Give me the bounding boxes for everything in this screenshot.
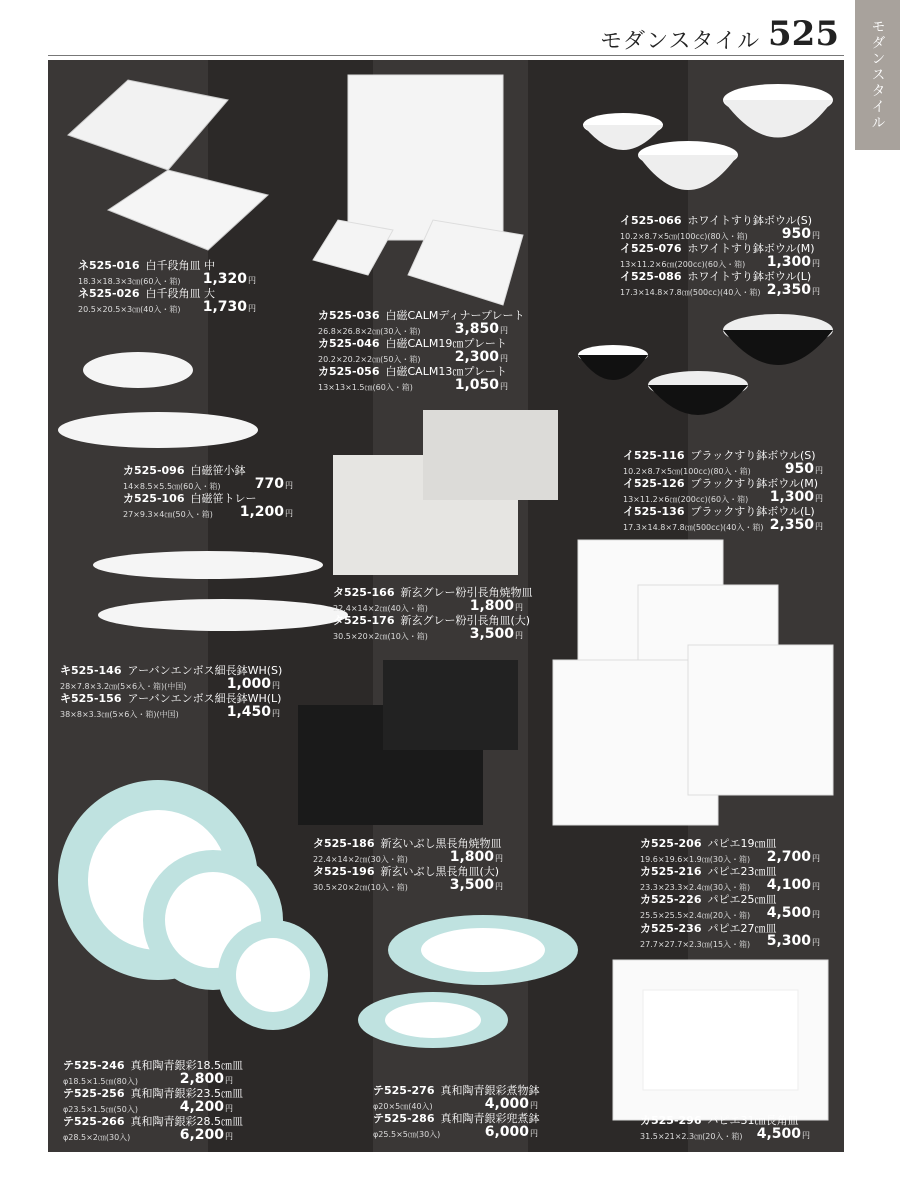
product-item [63,1087,243,1115]
product-name: 白磁CALM13㎝プレート [385,365,507,379]
header-rule [48,55,844,56]
product-item [318,338,508,364]
product-spec-row [63,1128,233,1143]
product-item [318,309,525,337]
product-code: タ525-196 [313,865,375,879]
product-price: 4,500 円 [757,1127,810,1142]
product-title-row [123,465,293,477]
product-group [123,465,293,521]
product-price: 950 円 [782,227,820,242]
product-item [623,450,823,476]
product-spec: 17.3×14.8×7.8㎝(500cc)(40入・箱) [620,288,761,298]
product-code: カ525-056 [318,365,380,379]
product-price: 2,350 円 [767,283,820,298]
product-spec-row [640,850,820,865]
product-price: 4,000 円 [485,1097,538,1112]
product-name: ブラックすり鉢ボウル(M) [690,477,819,491]
product-spec-row [623,462,823,477]
product-title-row [620,215,820,227]
product-code: イ525-136 [623,505,685,519]
product-price: 4,500 円 [767,906,820,921]
product-spec: 27×9.3×4㎝(50入・箱) [123,510,213,520]
product-item [318,366,508,392]
product-name: 白千段角皿 大 [145,287,215,301]
product-item [623,478,823,504]
product-price: 3,500 円 [470,627,523,642]
product-title-row [60,664,283,677]
black-slab-image [298,660,518,825]
product-spec: 20.5×20.5×3㎝(40入・箱) [78,305,181,315]
product-code: テ525-266 [63,1115,125,1129]
product-code: カ525-106 [123,492,185,506]
product-name: 新玄いぶし黒長角皿(大) [380,865,500,879]
product-name: 白千段角皿 中 [145,259,215,272]
product-code: タ525-166 [333,586,395,599]
product-name: 真和陶青銀彩18.5㎝皿 [130,1059,243,1072]
product-group [63,1059,243,1145]
product-name: パピエ31㎝長角皿 [707,1114,799,1127]
product-code: タ525-186 [313,837,375,850]
product-spec: 14×8.5×5.5㎝(60入・箱) [123,481,221,491]
product-name: 真和陶青銀彩23.5㎝皿 [130,1087,243,1101]
product-spec-row [640,906,820,921]
product-name: 真和陶青銀彩兜煮鉢 [440,1112,540,1126]
product-spec-row [620,255,820,270]
product-code: イ525-066 [620,214,682,227]
product-price: 3,850 円 [455,322,508,337]
product-spec-row [318,350,508,365]
product-price: 770 円 [255,477,293,492]
product-spec: 26.8×26.8×2㎝(30入・箱) [318,326,421,336]
product-price: 1,800 円 [470,599,523,614]
product-name: 白磁CALM19㎝プレート [385,337,507,351]
product-spec-row [620,283,820,298]
product-group [60,664,283,721]
product-spec-row [333,627,523,642]
product-price: 950 円 [785,462,823,477]
product-code: テ525-286 [373,1112,435,1126]
product-spec-row [620,227,820,242]
product-item [78,288,256,314]
product-code: テ525-246 [63,1059,125,1072]
product-spec: 13×11.2×6㎝(200cc)(60入・箱) [623,495,749,505]
product-price: 2,350 円 [770,518,823,533]
product-spec: 23.3×23.3×2.4㎝(30入・箱) [640,883,751,893]
product-price: 1,450 円 [227,705,280,720]
product-item [313,838,503,864]
product-price: 2,800 円 [180,1072,233,1087]
product-spec-row [373,1125,538,1140]
product-spec-row [78,272,256,287]
product-spec: 28×7.8×3.2㎝(5×6入・箱)(中国) [60,681,187,691]
product-spec-row [640,934,820,949]
product-spec: 13×11.2×6㎝(200cc)(60入・箱) [620,260,746,270]
product-spec: 17.3×14.8×7.8㎝(500cc)(40入・箱) [623,523,764,533]
product-name: 真和陶青銀彩28.5㎝皿 [130,1115,243,1129]
product-spec-row [63,1100,233,1115]
product-name: パピエ27㎝皿 [707,921,777,935]
product-code: イ525-126 [623,477,685,491]
white-bowl-image [583,84,833,190]
product-item [623,506,823,532]
blue-rim-bowl-image [358,915,578,1048]
product-price: 5,300 円 [767,934,820,949]
product-code: カ525-296 [640,1114,702,1127]
product-code: カ525-236 [640,921,702,935]
product-panel [48,60,844,1152]
product-price: 6,000 円 [485,1125,538,1140]
product-name: 新玄グレー粉引長角皿(大) [400,614,531,628]
product-spec: 18.3×18.3×3㎝(60入・箱) [78,276,181,286]
product-spec-row [623,518,823,533]
product-spec: 30.5×20×2㎝(10入・箱) [333,632,428,642]
product-name: ホワイトすり鉢ボウル(M) [687,242,815,256]
product-code: カ525-046 [318,337,380,351]
product-name: 真和陶青銀彩煮物鉢 [440,1084,540,1097]
product-code: テ525-276 [373,1084,435,1097]
product-group [640,1115,810,1143]
product-item [620,215,820,241]
product-price: 1,800 円 [450,850,503,865]
product-spec: 30.5×20×2㎝(10入・箱) [313,883,408,893]
product-spec: 27.7×27.7×2.3㎝(15入・箱) [640,939,751,949]
product-spec: φ28.5×2㎝(30入) [63,1133,131,1143]
page-title: モダンスタイル [600,29,761,54]
product-spec: 22.4×14×2㎝(30入・箱) [313,854,408,864]
product-item [620,271,820,297]
product-price: 1,320 円 [203,272,256,287]
product-price: 2,700 円 [767,850,820,865]
product-spec-row [640,878,820,893]
product-spec: 13×13×1.5㎝(60入・箱) [318,383,413,393]
product-price: 3,500 円 [450,878,503,893]
product-title-row [640,838,820,850]
product-item [333,586,533,614]
product-code: イ525-076 [620,242,682,256]
product-spec: φ18.5×1.5㎝(80入) [63,1076,138,1086]
product-group [620,215,820,300]
product-code: カ525-206 [640,837,702,850]
product-spec-row [640,1127,810,1142]
product-group [373,1085,538,1141]
product-name: ホワイトすり鉢ボウル(S) [687,214,813,227]
product-spec: φ23.5×1.5㎝(50入) [63,1105,138,1115]
product-spec-row [313,850,503,865]
product-item [373,1085,538,1111]
product-spec-row [63,1072,233,1087]
product-code: イ525-116 [623,449,685,462]
product-item [640,1115,810,1141]
page-number: 525 [768,14,839,54]
product-item [333,614,531,642]
product-spec-row [123,477,293,492]
product-item [640,894,820,920]
product-spec: 22.4×14×2㎝(40入・箱) [333,603,428,613]
blue-rim-plate-image [58,780,328,1030]
product-spec: φ25.5×5㎝(30入) [373,1130,441,1140]
product-name: 白磁笹小鉢 [190,464,246,477]
product-spec-row [373,1097,538,1112]
product-code: ネ525-016 [78,259,140,272]
product-item [640,866,820,892]
long-papier-plate-image [613,960,828,1120]
product-spec-row [123,505,293,520]
product-name: パピエ25㎝皿 [707,893,777,907]
product-item [640,923,820,949]
product-code: カ525-216 [640,865,702,879]
product-name: ホワイトすり鉢ボウル(L) [687,270,812,284]
product-group [623,450,823,535]
product-code: キ525-146 [60,664,122,677]
product-spec-row [60,677,280,692]
product-title-row [640,1115,810,1127]
product-group [78,260,256,316]
product-spec-row [60,705,280,720]
product-item [123,465,293,491]
product-spec: 38×8×3.3㎝(5×6入・箱)(中国) [60,710,179,720]
product-name: 白磁笹トレー [190,492,257,506]
product-code: キ525-156 [60,692,122,706]
product-price: 4,100 円 [767,878,820,893]
product-title-row [623,450,823,462]
product-price: 1,200 円 [240,505,293,520]
product-item [60,664,283,692]
product-title-row [78,260,256,272]
grey-slab-image [333,410,558,575]
product-price: 1,730 円 [203,300,256,315]
product-name: 新玄いぶし黒長角焼物皿 [380,837,502,850]
product-spec-row [318,322,508,337]
calm-plate-image [313,75,523,305]
product-name: アーバンエンボス細長鉢WH(L) [127,692,282,706]
product-item [60,693,280,719]
product-item [63,1059,243,1087]
product-item [313,866,503,892]
product-spec: 19.6×19.6×1.9㎝(30入・箱) [640,854,751,864]
product-group [318,309,525,395]
product-group [640,838,820,951]
product-spec: 31.5×21×2.3㎝(20入・箱) [640,1131,743,1141]
product-price: 1,050 円 [455,378,508,393]
product-item [78,260,256,286]
product-title-row [313,838,503,850]
product-name: パピエ23㎝皿 [707,865,777,879]
product-item [620,243,820,269]
product-name: アーバンエンボス細長鉢WH(S) [127,664,283,677]
product-code: ネ525-026 [78,287,140,301]
product-spec: 20.2×20.2×2㎝(50入・箱) [318,355,421,365]
product-title-row [318,309,525,322]
product-spec: 10.2×8.7×5㎝(100cc)(80入・箱) [623,466,751,476]
black-bowl-image [578,314,833,415]
square-plate-image [68,80,268,250]
product-price: 2,300 円 [455,350,508,365]
product-spec: 25.5×25.5×2.4㎝(20入・箱) [640,911,751,921]
product-price: 1,000 円 [227,677,280,692]
product-code: カ525-096 [123,464,185,477]
product-code: イ525-086 [620,270,682,284]
product-name: ブラックすり鉢ボウル(S) [690,449,816,462]
product-name: 白磁CALMディナープレート [385,309,525,322]
product-code: カ525-036 [318,309,380,322]
product-title-row [63,1059,243,1072]
product-code: カ525-226 [640,893,702,907]
product-code: テ525-256 [63,1087,125,1101]
product-group [313,838,503,894]
product-spec-row [333,599,523,614]
long-bowl-image [93,551,348,631]
product-name: ブラックすり鉢ボウル(L) [690,505,815,519]
leaf-dish-image [58,352,258,448]
section-side-tab: モダンスタイル [855,0,900,150]
product-spec-row [313,878,503,893]
product-group [333,586,533,643]
product-item [63,1115,243,1144]
product-price: 4,200 円 [180,1100,233,1115]
product-price: 6,200 円 [180,1128,233,1143]
product-spec-row [78,300,256,315]
product-spec-row [318,378,508,393]
product-spec-row [623,490,823,505]
product-title-row [373,1085,538,1097]
product-spec: φ20×5㎝(40入) [373,1101,433,1111]
product-item [373,1113,538,1139]
product-price: 1,300 円 [770,490,823,505]
product-item [123,493,293,519]
product-code: タ525-176 [333,614,395,628]
product-price: 1,300 円 [767,255,820,270]
product-spec: 10.2×8.7×5㎝(100cc)(80入・箱) [620,231,748,241]
papier-plate-image [553,540,833,825]
product-item [640,838,820,864]
product-title-row [333,586,533,599]
product-name: パピエ19㎝皿 [707,837,777,850]
product-name: 新玄グレー粉引長角焼物皿 [400,586,533,599]
